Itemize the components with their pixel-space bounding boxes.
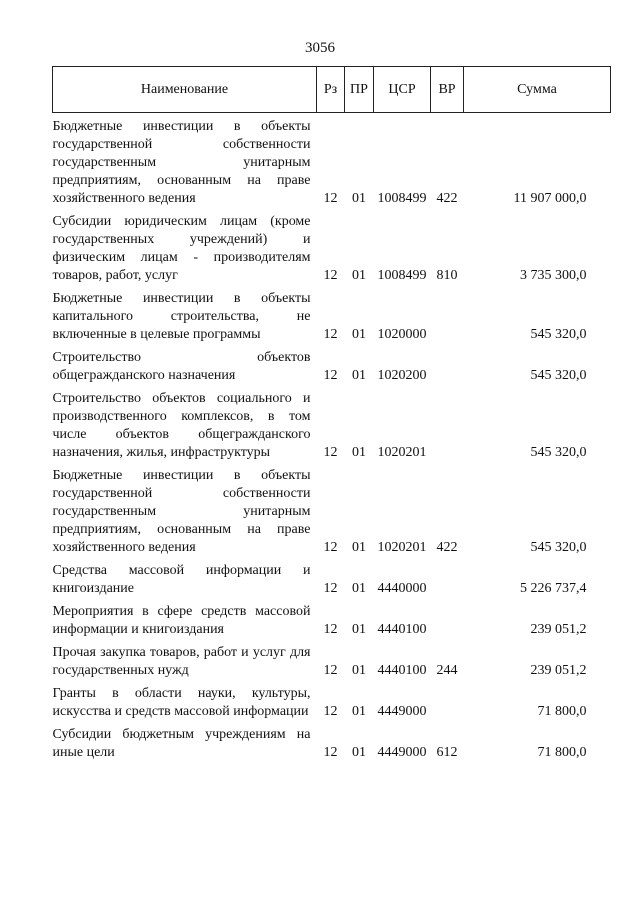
cell-name: Прочая закупка товаров, работ и услуг для государственных нужд	[52, 645, 311, 678]
cell-rz: 12	[323, 622, 338, 637]
budget-table	[52, 66, 611, 767]
cell-vr	[431, 290, 464, 349]
cell-name: Бюджетные инвестиции в объекты государственной собственности государственным унитарным предприятиям, основанным на праве хозяйственного ведения	[52, 468, 311, 555]
table-header-row	[53, 67, 611, 113]
cell-pr: 01	[352, 445, 366, 460]
table-row	[53, 349, 611, 390]
cell-rz: 12	[323, 268, 338, 283]
table-row	[53, 113, 611, 214]
cell-vr	[431, 562, 464, 603]
cell-sum: 239 051,2	[530, 622, 587, 637]
header-csr: ЦСР	[374, 67, 431, 113]
header-rz: Рз	[317, 67, 345, 113]
table-row	[53, 390, 611, 467]
cell-name: Средства массовой информации и книгоиздание	[52, 563, 311, 596]
cell-rz: 12	[323, 191, 338, 206]
cell-pr: 01	[352, 540, 366, 555]
cell-sum: 71 800,0	[537, 704, 587, 719]
header-name: Наименование	[53, 67, 317, 113]
cell-vr	[431, 390, 464, 467]
cell-sum: 5 226 737,4	[520, 581, 587, 596]
header-pr: ПР	[345, 67, 374, 113]
cell-sum: 11 907 000,0	[513, 191, 587, 206]
cell-rz: 12	[323, 327, 338, 342]
table-row	[53, 603, 611, 644]
cell-csr: 4449000	[377, 745, 427, 760]
table-row	[53, 685, 611, 726]
cell-rz: 12	[323, 745, 338, 760]
cell-name: Бюджетные инвестиции в объекты капитального строительства, не включенные в целевые программы	[52, 291, 311, 342]
cell-vr	[431, 603, 464, 644]
cell-rz: 12	[323, 663, 338, 678]
cell-pr: 01	[352, 704, 366, 719]
header-vr: ВР	[431, 67, 464, 113]
table-row	[53, 644, 611, 685]
cell-sum: 239 051,2	[530, 663, 587, 678]
cell-vr: 612	[436, 745, 458, 760]
table-row	[53, 290, 611, 349]
cell-vr	[431, 349, 464, 390]
cell-pr: 01	[352, 368, 366, 383]
cell-sum: 71 800,0	[537, 745, 587, 760]
cell-sum: 545 320,0	[530, 327, 587, 342]
table-row	[53, 213, 611, 290]
cell-rz: 12	[323, 445, 338, 460]
page-number: 3056	[305, 40, 335, 56]
cell-csr: 1020200	[377, 368, 427, 383]
cell-name: Субсидии юридическим лицам (кроме государственных учреждений) и физическим лицам - производителям товаров, работ, услуг	[52, 214, 311, 283]
cell-csr: 1020201	[377, 540, 427, 555]
cell-csr: 1020000	[377, 327, 427, 342]
cell-name: Гранты в области науки, культуры, искусства и средств массовой информации	[52, 686, 311, 719]
cell-sum: 545 320,0	[530, 368, 587, 383]
cell-csr: 1020201	[377, 445, 427, 460]
cell-name: Строительство объектов общегражданского назначения	[52, 350, 311, 383]
cell-sum: 545 320,0	[530, 445, 587, 460]
cell-pr: 01	[352, 663, 366, 678]
table-row	[53, 726, 611, 767]
cell-name: Субсидии бюджетным учреждениям на иные цели	[52, 727, 311, 760]
cell-name: Мероприятия в сфере средств массовой информации и книгоиздания	[52, 604, 311, 637]
cell-vr: 810	[436, 268, 458, 283]
cell-csr: 4440000	[377, 581, 427, 596]
cell-name: Строительство объектов социального и производственного комплексов, в том числе объектов общегражданского назначения, жилья, инфраструктуры	[52, 391, 311, 460]
cell-rz: 12	[323, 581, 338, 596]
cell-pr: 01	[352, 581, 366, 596]
cell-pr: 01	[352, 191, 366, 206]
cell-csr: 4440100	[377, 622, 427, 637]
cell-rz: 12	[323, 540, 338, 555]
cell-csr: 1008499	[377, 268, 427, 283]
cell-csr: 1008499	[377, 191, 427, 206]
cell-name: Бюджетные инвестиции в объекты государственной собственности государственным унитарным предприятиям, основанным на праве хозяйственного ведения	[52, 119, 311, 206]
cell-vr: 422	[436, 191, 458, 206]
table-row	[53, 562, 611, 603]
table-row	[53, 467, 611, 562]
cell-pr: 01	[352, 622, 366, 637]
cell-pr: 01	[352, 745, 366, 760]
cell-sum: 545 320,0	[530, 540, 587, 555]
cell-rz: 12	[323, 368, 338, 383]
cell-csr: 4440100	[377, 663, 427, 678]
cell-pr: 01	[352, 327, 366, 342]
header-sum: Сумма	[464, 67, 611, 113]
cell-rz: 12	[323, 704, 338, 719]
cell-sum: 3 735 300,0	[520, 268, 587, 283]
cell-vr: 244	[436, 663, 458, 678]
cell-csr: 4449000	[377, 704, 427, 719]
cell-pr: 01	[352, 268, 366, 283]
cell-vr	[431, 685, 464, 726]
cell-vr: 422	[436, 540, 458, 555]
